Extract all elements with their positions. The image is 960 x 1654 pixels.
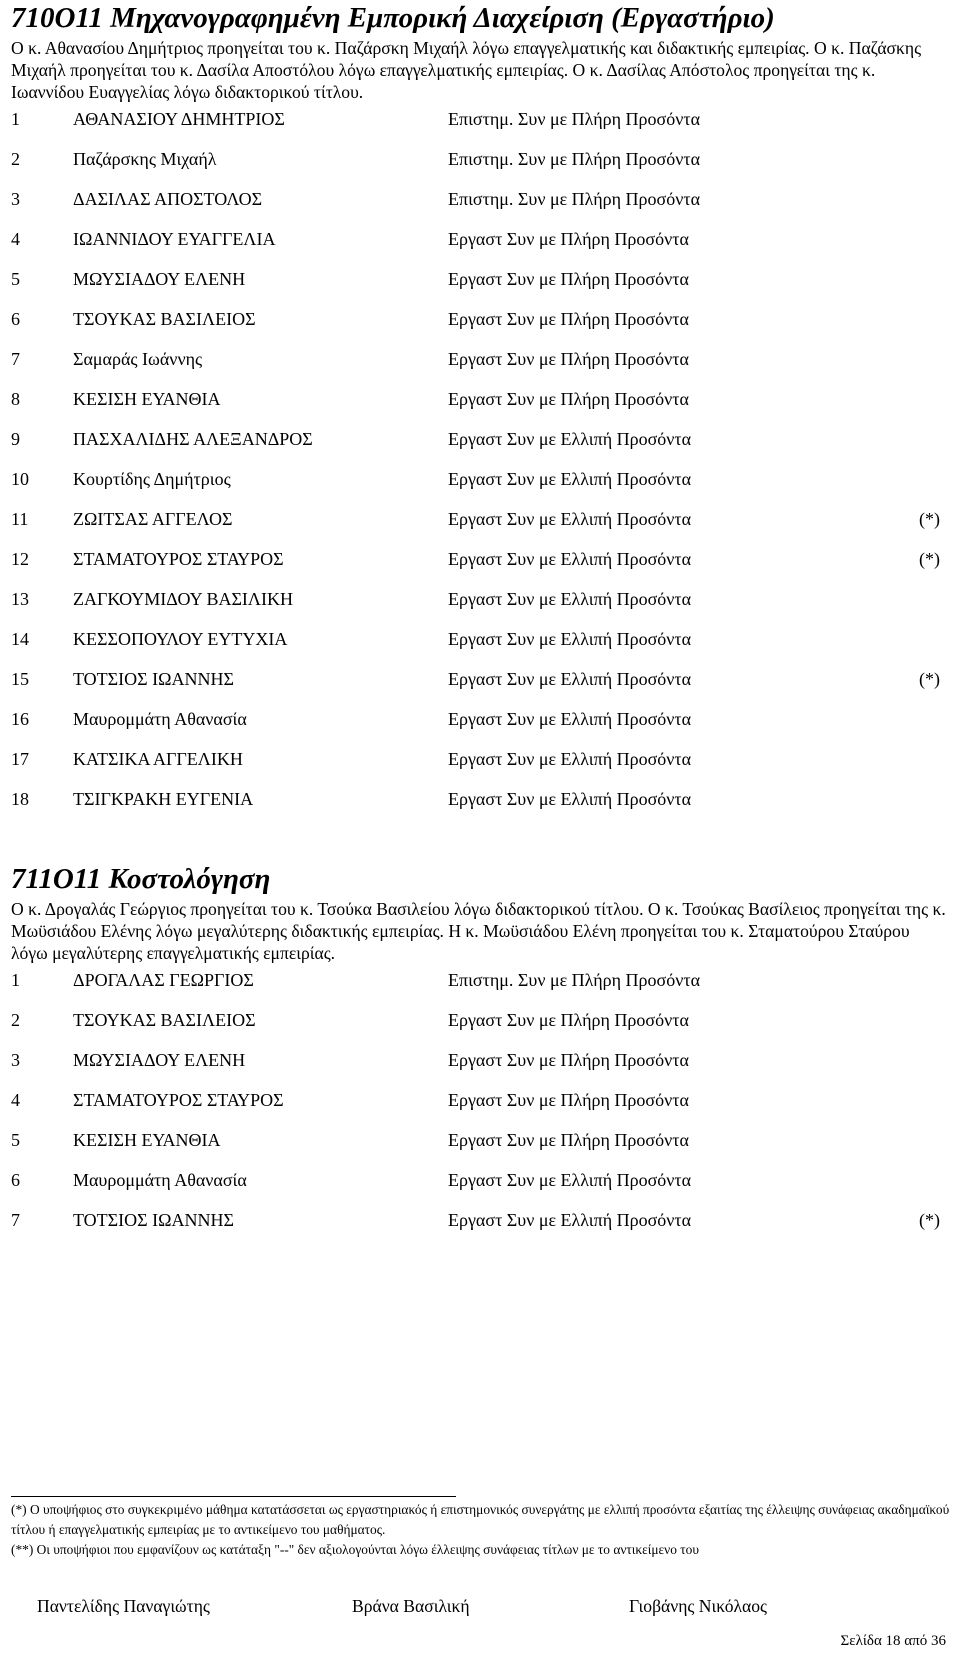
candidate-category: Εργαστ Συν με Ελλιπή Προσόντα (448, 789, 692, 809)
rank-number: 10 (11, 469, 29, 489)
rank-number: 3 (11, 189, 20, 209)
list-item (11, 1009, 946, 1049)
candidate-name: ΤΣΟΥΚΑΣ ΒΑΣΙΛΕΙΟΣ (73, 1010, 256, 1030)
list-item (11, 268, 946, 308)
candidate-name: ΜΩΥΣΙΑΔΟΥ ΕΛΕΝΗ (73, 1050, 246, 1070)
candidate-category: Εργαστ Συν με Ελλιπή Προσόντα (448, 1170, 692, 1190)
section-heading: 711Ο11 Κοστολόγηση (11, 863, 271, 895)
rank-number: 6 (11, 309, 20, 329)
signature-2: Βράνα Βασιλική (352, 1596, 470, 1616)
footnotes (11, 1500, 951, 1560)
section-heading: 710Ο11 Μηχανογραφημένη Εμπορική Διαχείριση (Εργαστήριο) (11, 2, 775, 34)
list-item (11, 428, 946, 468)
rank-number: 13 (11, 589, 29, 609)
section-intro: Ο κ. Αθανασίου Δημήτριος προηγείται του κ. Παζάρσκη Μιχαήλ λόγω επαγγελματικής και διδακτικής εμπειρίας. Ο κ. Παζάσκης Μιχαήλ προηγείται του κ. Δασίλα Αποστόλου λόγω επαγγελματικής εμπειρίας. Ο κ. Δασίλας Απόστολος προηγείται της κ. Ιωαννίδου Ευαγγελίας λόγω διδακτορικού τίτλου. (11, 38, 922, 102)
candidate-name: ΚΕΣΙΣΗ ΕΥΑΝΘΙΑ (73, 1130, 221, 1150)
rank-number: 8 (11, 389, 20, 409)
footnote-mark: (*) (919, 549, 940, 569)
candidate-name: ΖΩΙΤΣΑΣ ΑΓΓΕΛΟΣ (73, 509, 233, 529)
footnote-mark: (*) (919, 509, 940, 529)
rank-number: 15 (11, 669, 29, 689)
ranking-list (11, 108, 946, 828)
rank-number: 6 (11, 1170, 20, 1190)
list-item (11, 228, 946, 268)
list-item (11, 1129, 946, 1169)
candidate-category: Εργαστ Συν με Πλήρη Προσόντα (448, 309, 689, 329)
candidate-name: ΠΑΣΧΑΛΙΔΗΣ ΑΛΕΞΑΝΔΡΟΣ (73, 429, 313, 449)
candidate-category: Εργαστ Συν με Πλήρη Προσόντα (448, 389, 689, 409)
ranking-list (11, 969, 946, 1249)
candidate-name: ΖΑΓΚΟΥΜΙΔΟΥ ΒΑΣΙΛΙΚΗ (73, 589, 293, 609)
rank-number: 12 (11, 549, 29, 569)
candidate-name: Σαμαράς Ιωάννης (73, 349, 203, 369)
candidate-category: Επιστημ. Συν με Πλήρη Προσόντα (448, 109, 701, 129)
footnote-asterisk: (*) Ο υποψήφιος στο συγκεκριμένο μάθημα κατατάσσεται ως εργαστηριακός ή επιστημονικός συνεργάτης με ελλιπή προσόντα εξαιτίας της έλλειψης συνάφειας ακαδημαϊκού τίτλου ή επαγγελματικής εμπειρίας με το αντικείμενο του μαθήματος. (11, 1502, 950, 1537)
rank-number: 3 (11, 1050, 20, 1070)
list-item (11, 628, 946, 668)
candidate-category: Εργαστ Συν με Ελλιπή Προσόντα (448, 669, 692, 689)
list-item (11, 1049, 946, 1089)
candidate-name: ΚΕΣΙΣΗ ΕΥΑΝΘΙΑ (73, 389, 221, 409)
candidate-category: Εργαστ Συν με Πλήρη Προσόντα (448, 1130, 689, 1150)
rank-number: 5 (11, 269, 20, 289)
candidate-category: Επιστημ. Συν με Πλήρη Προσόντα (448, 149, 701, 169)
candidate-category: Εργαστ Συν με Ελλιπή Προσόντα (448, 469, 692, 489)
candidate-category: Επιστημ. Συν με Πλήρη Προσόντα (448, 970, 701, 990)
footnote-divider (11, 1496, 456, 1497)
rank-number: 14 (11, 629, 29, 649)
candidate-name: ΔΡΟΓΑΛΑΣ ΓΕΩΡΓΙΟΣ (73, 970, 254, 990)
signature-1: Παντελίδης Παναγιώτης (37, 1596, 210, 1616)
rank-number: 5 (11, 1130, 20, 1150)
section-710o11 (11, 0, 946, 828)
list-item (11, 588, 946, 628)
list-item (11, 468, 946, 508)
candidate-category: Εργαστ Συν με Πλήρη Προσόντα (448, 349, 689, 369)
rank-number: 2 (11, 149, 20, 169)
rank-number: 4 (11, 229, 20, 249)
candidate-name: ΣΤΑΜΑΤΟΥΡΟΣ ΣΤΑΥΡΟΣ (73, 1090, 284, 1110)
section-711o11 (11, 861, 946, 1249)
list-item (11, 788, 946, 828)
list-item (11, 748, 946, 788)
section-intro: Ο κ. Δρογαλάς Γεώργιος προηγείται του κ. Τσούκα Βασιλείου λόγω διδακτορικού τίτλου. Ο κ. Τσούκας Βασίλειος προηγείται της κ. Μωϋσιάδου Ελένης λόγω μεγαλύτερης διδακτικής εμπειρίας. Η κ. Μωϋσιάδου Ελένη προηγείται του κ. Σταματούρου Σταύρου λόγω μεγαλύτερης επαγγελματικής εμπειρίας. (11, 899, 946, 963)
list-item (11, 308, 946, 348)
rank-number: 2 (11, 1010, 20, 1030)
candidate-name: ΙΩΑΝΝΙΔΟΥ ΕΥΑΓΓΕΛΙΑ (73, 229, 276, 249)
candidate-name: ΤΟΤΣΙΟΣ ΙΩΑΝΝΗΣ (73, 1210, 234, 1230)
page-number: Σελίδα 18 από 36 (840, 1633, 946, 1649)
rank-number: 11 (11, 509, 29, 529)
candidate-name: Μαυρομμάτη Αθανασία (73, 709, 247, 729)
rank-number: 4 (11, 1090, 20, 1110)
candidate-name: Παζάρσκης Μιχαήλ (73, 149, 217, 169)
list-item (11, 1169, 946, 1209)
list-item (11, 1089, 946, 1129)
candidate-category: Εργαστ Συν με Ελλιπή Προσόντα (448, 589, 692, 609)
candidate-name: ΚΑΤΣΙΚΑ ΑΓΓΕΛΙΚΗ (73, 749, 243, 769)
rank-number: 1 (11, 109, 20, 129)
list-item (11, 708, 946, 748)
candidate-name: ΔΑΣΙΛΑΣ ΑΠΟΣΤΟΛΟΣ (73, 189, 263, 209)
candidate-category: Εργαστ Συν με Ελλιπή Προσόντα (448, 709, 692, 729)
list-item (11, 969, 946, 1009)
candidate-category: Εργαστ Συν με Πλήρη Προσόντα (448, 1090, 689, 1110)
list-item (11, 108, 946, 148)
candidate-name: ΑΘΑΝΑΣΙΟΥ ΔΗΜΗΤΡΙΟΣ (73, 109, 285, 129)
candidate-category: Εργαστ Συν με Ελλιπή Προσόντα (448, 429, 692, 449)
candidate-name: Κουρτίδης Δημήτριος (73, 469, 231, 489)
footnote-double-asterisk: (**) Οι υποψήφιοι που εμφανίζουν ως κατάταξη "--" δεν αξιολογούνται λόγω έλλειψης συνάφειας τίτλων με το αντικείμενο του (11, 1542, 699, 1557)
rank-number: 1 (11, 970, 20, 990)
rank-number: 16 (11, 709, 29, 729)
list-item (11, 348, 946, 388)
footnote-mark: (*) (919, 1210, 940, 1230)
list-item (11, 548, 946, 588)
candidate-name: ΚΕΣΣΟΠΟΥΛΟΥ ΕΥΤΥΧΙΑ (73, 629, 288, 649)
candidate-category: Εργαστ Συν με Ελλιπή Προσόντα (448, 749, 692, 769)
list-item (11, 668, 946, 708)
candidate-category: Επιστημ. Συν με Πλήρη Προσόντα (448, 189, 701, 209)
candidate-category: Εργαστ Συν με Ελλιπή Προσόντα (448, 1210, 692, 1230)
candidate-name: ΜΩΥΣΙΑΔΟΥ ΕΛΕΝΗ (73, 269, 246, 289)
rank-number: 9 (11, 429, 20, 449)
candidate-name: ΤΟΤΣΙΟΣ ΙΩΑΝΝΗΣ (73, 669, 234, 689)
candidate-name: Μαυρομμάτη Αθανασία (73, 1170, 247, 1190)
candidate-category: Εργαστ Συν με Ελλιπή Προσόντα (448, 629, 692, 649)
footnote-mark: (*) (919, 669, 940, 689)
list-item (11, 508, 946, 548)
candidate-name: ΣΤΑΜΑΤΟΥΡΟΣ ΣΤΑΥΡΟΣ (73, 549, 284, 569)
signature-3: Γιοβάνης Νικόλαος (629, 1596, 768, 1616)
rank-number: 7 (11, 349, 20, 369)
list-item (11, 1209, 946, 1249)
rank-number: 7 (11, 1210, 20, 1230)
rank-number: 17 (11, 749, 29, 769)
candidate-category: Εργαστ Συν με Πλήρη Προσόντα (448, 269, 689, 289)
list-item (11, 188, 946, 228)
candidate-category: Εργαστ Συν με Πλήρη Προσόντα (448, 1010, 689, 1030)
rank-number: 18 (11, 789, 29, 809)
candidate-category: Εργαστ Συν με Πλήρη Προσόντα (448, 229, 689, 249)
candidate-name: ΤΣΟΥΚΑΣ ΒΑΣΙΛΕΙΟΣ (73, 309, 256, 329)
candidate-category: Εργαστ Συν με Ελλιπή Προσόντα (448, 509, 692, 529)
list-item (11, 148, 946, 188)
candidate-category: Εργαστ Συν με Πλήρη Προσόντα (448, 1050, 689, 1070)
list-item (11, 388, 946, 428)
candidate-category: Εργαστ Συν με Ελλιπή Προσόντα (448, 549, 692, 569)
candidate-name: ΤΣΙΓΚΡΑΚΗ ΕΥΓΕΝΙΑ (73, 789, 254, 809)
